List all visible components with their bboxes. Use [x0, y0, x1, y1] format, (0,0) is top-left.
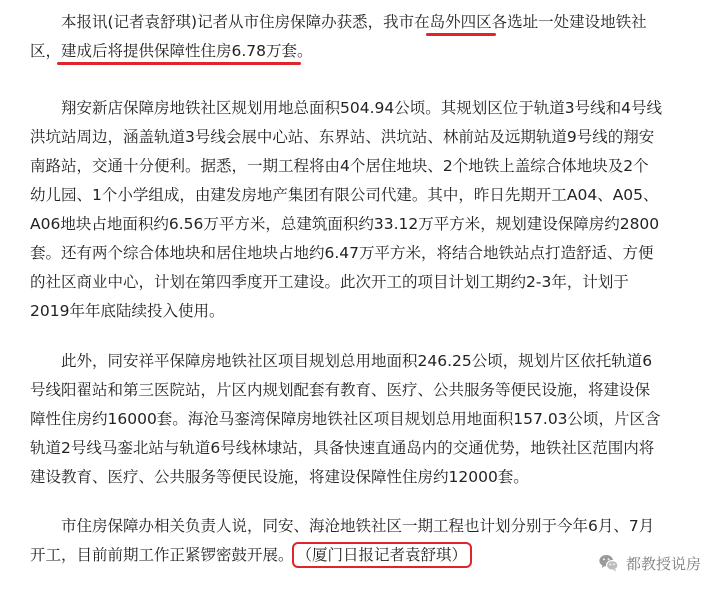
text-line: 2019年年底陆续投入使用。 [30, 302, 225, 320]
paragraph-closing [30, 512, 690, 570]
text-line: 洪坑站周边，涵盖轨道3号线会展中心站、东界站、洪坑站、林前站及远期轨道9号线的翔安 [30, 128, 655, 146]
paragraph-xiangan [30, 94, 690, 326]
text-line: 幼儿园、1个小学组成，由建发房地产集团有限公司代建。其中，昨日先期开工A04、A05、 [30, 186, 659, 204]
closing-line-2: 开工，目前前期工作正紧锣密鼓开展。 （厦门日报记者袁舒琪） [30, 541, 690, 570]
text-line: 此外，同安祥平保障房地铁社区项目规划总用地面积246.25公顷，规划片区依托轨道6 [61, 352, 653, 370]
text-line: 翔安新店保障房地铁社区规划用地总面积504.94公顷。其规划区位于轨道3号线和4号线 [61, 99, 662, 117]
text-line: 套。还有两个综合体地块和居住地块占地约6.47万平方米，将结合地铁站点打造舒适、方便 [30, 244, 654, 262]
text-line: 轨道2号线马銮北站与轨道6号线林埭站，具备快速直通岛内的交通优势，地铁社区范围内将 [30, 439, 655, 457]
text-line: 南路站，交通十分便利。据悉，一期工程将由4个居住地块、2个地铁上盖综合体地块及2个 [30, 157, 649, 175]
intro-line-2: 区，建成后将提供保障性住房6.78万套。 [30, 37, 690, 66]
text-line: 障性住房约16000套。海沧马銮湾保障房地铁社区项目规划总用地面积157.03公顷，片区含 [30, 410, 661, 428]
account-watermark [598, 552, 701, 574]
text-line: 建设教育、医疗、公共服务等便民设施，将建设保障性住房约12000套。 [30, 468, 529, 486]
watermark-text: 都教授说房 [625, 554, 701, 573]
highlight-housing-count: 建成后将提供保障性住房6.78万套 [61, 37, 297, 66]
highlight-byline: （厦门日报记者袁舒琪） [292, 542, 473, 568]
paragraph-tongan-haicang [30, 347, 690, 492]
text-line: A06地块占地面积约6.56万平方米，总建筑面积约33.12万平方米，规划建设保障房约2800 [30, 215, 660, 233]
text-line: 号线阳翟站和第三医院站，片区内规划配套有教育、医疗、公共服务等便民设施，将建设保 [30, 381, 651, 399]
text-line: 市住房保障办相关负责人说，同安、海沧地铁社区一期工程也计划分别于今年6月、7月 [61, 517, 655, 535]
intro-line-1: 本报讯(记者袁舒琪)记者从市住房保障办获悉，我市在岛外四区各选址一处建设地铁社 [30, 8, 690, 37]
wechat-icon [598, 552, 620, 574]
highlight-island-outer-districts: 岛外四区 [430, 8, 492, 37]
text-line: 的社区商业中心，计划在第四季度开工建设。此次开工的项目计划工期约2-3年，计划于 [30, 273, 629, 291]
paragraph-intro [30, 8, 690, 66]
